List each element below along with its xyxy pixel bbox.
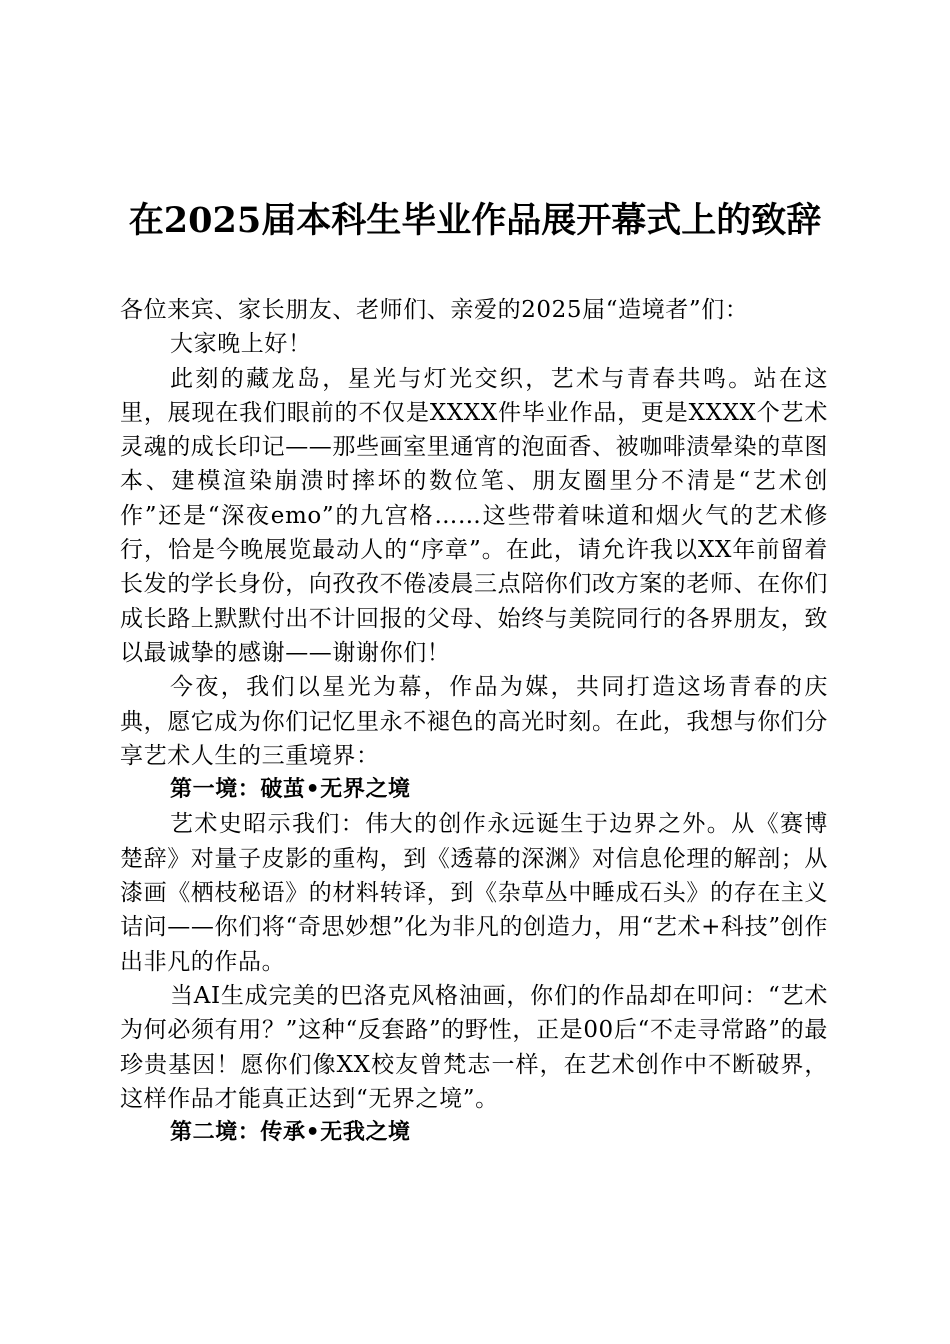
paragraph-first-realm-ai: 当AI生成完美的巴洛克风格油画，你们的作品却在叩问：“艺术为何必须有用？”这种“反套路”的野性，正是00后“不走寻常路”的最珍贵基因！愿你们像XX校友曾梵志一样，在艺术创作中不断破界，这样作品才能真正达到“无界之境”。 xyxy=(120,982,828,1112)
paragraph-introduction: 今夜，我们以星光为幕，作品为媒，共同打造这场青春的庆典，愿它成为你们记忆里永不褪色的高光时刻。在此，我想与你们分享艺术人生的三重境界： xyxy=(120,674,828,769)
salutation: 各位来宾、家长朋友、老师们、亲爱的2025届“造境者”们： xyxy=(120,297,749,323)
section-heading-first: 第一境：破茧•无界之境 xyxy=(170,777,411,803)
paragraph-first-realm-history: 艺术史昭示我们：伟大的创作永远诞生于边界之外。从《赛博楚辞》对量子皮影的重构，到《透幕的深渊》对信息伦理的解剖；从漆画《栖枝秘语》的材料转译，到《杂草丛中睡成石头》的存在主义诘问——你们将“奇思妙想”化为非凡的创造力，用“艺术+科技”创作出非凡的作品。 xyxy=(120,811,828,975)
section-heading-second: 第二境：传承•无我之境 xyxy=(170,1120,411,1146)
greeting: 大家晚上好！ xyxy=(170,331,312,358)
paragraph-opening: 此刻的藏龙岛，星光与灯光交织，艺术与青春共鸣。站在这里，展现在我们眼前的不仅是XXXX件毕业作品，更是XXXX个艺术灵魂的成长印记——那些画室里通宵的泡面香、被咖啡渍晕染的草图本、建模渲染崩溃时摔坏的数位笔、朋友圈里分不清是“艺术创作”还是“深夜emo”的九宫格……这些带着味道和烟火气的艺术修行，恰是今晚展览最动人的“序章”。在此，请允许我以XX年前留着长发的学长身份，向孜孜不倦凌晨三点陪你们改方案的老师、在你们成长路上默默付出不计回报的父母、始终与美院同行的各界朋友，致以最诚挚的感谢——谢谢你们！ xyxy=(120,365,828,666)
document-body xyxy=(120,293,828,1150)
document-title: 在2025届本科生毕业作品展开幕式上的致辞 xyxy=(128,200,822,241)
